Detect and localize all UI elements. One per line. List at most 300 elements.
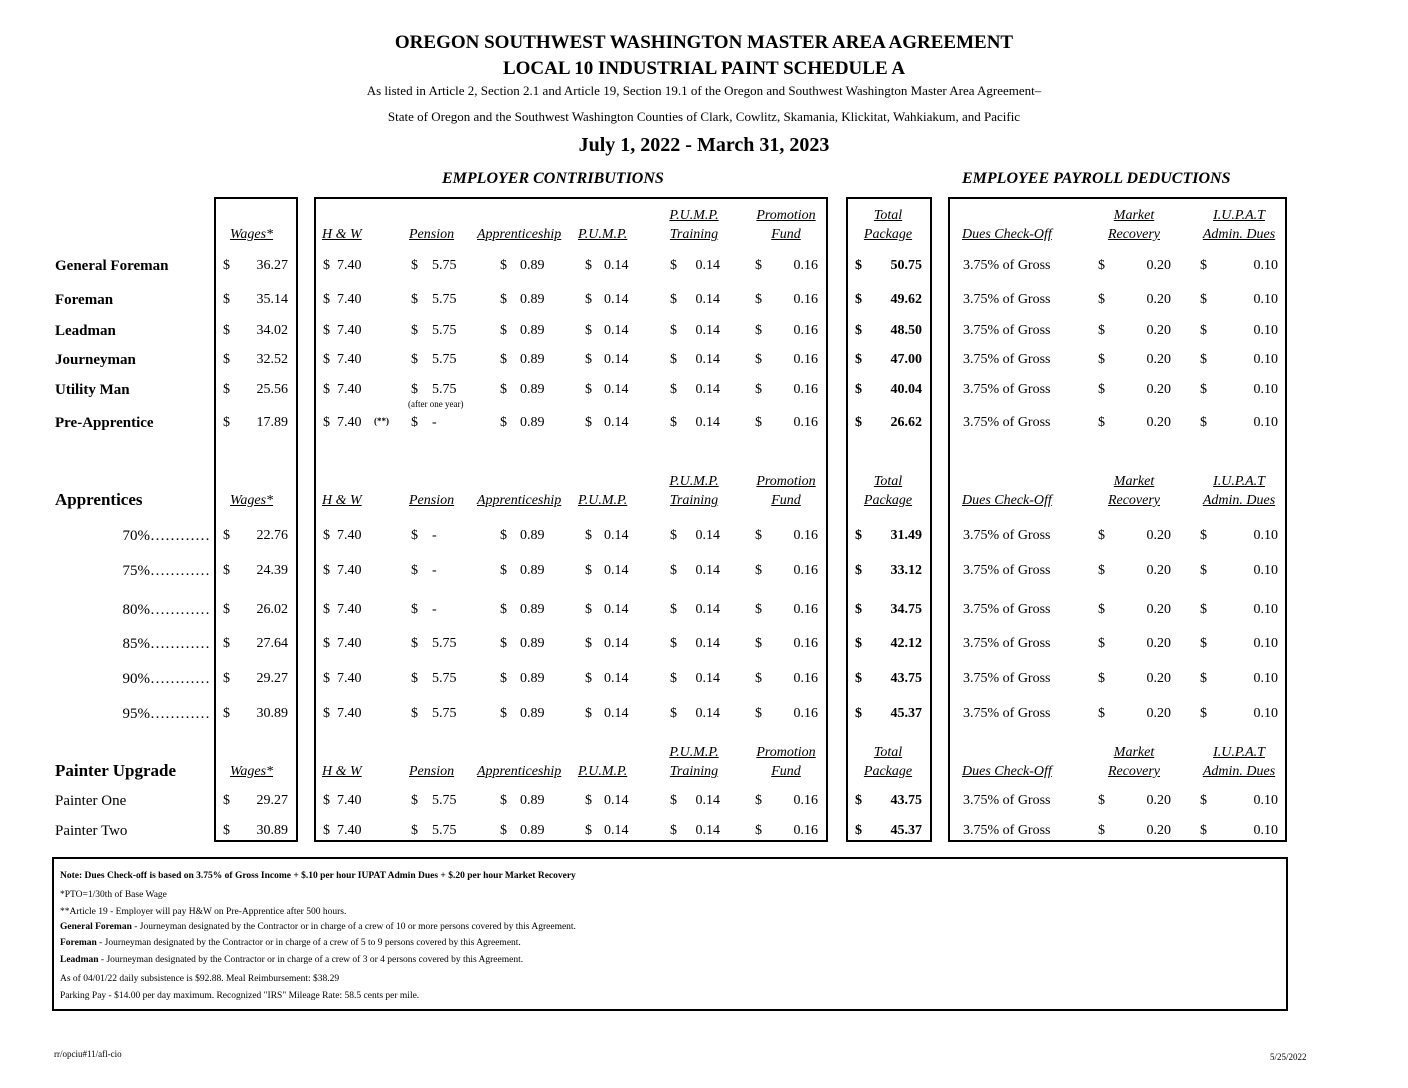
row-label: Foreman: [55, 292, 114, 308]
pension-value: -: [432, 415, 437, 430]
pump-training-dollar: $: [670, 793, 677, 808]
apprentice-level-label: 75%…………: [122, 563, 210, 579]
header-promotion-bottom: Fund: [771, 493, 801, 508]
promotion-dollar: $: [755, 382, 762, 397]
pump-training-value: 0.14: [695, 352, 720, 367]
hw-value: 7.40: [337, 602, 362, 617]
hw-dollar: $: [323, 415, 330, 430]
pump-training-dollar: $: [670, 382, 677, 397]
note-bold-text: Note: Dues Check-off is based on 3.75% of Gross Income + $.10 per hour IUPAT Admin Dues + $.20 per hour Market Recovery: [60, 871, 576, 881]
note-line: [60, 922, 576, 932]
pump-training-value: 0.14: [695, 415, 720, 430]
iupat-value: 0.10: [1253, 602, 1278, 617]
appr-value: 0.89: [520, 382, 545, 397]
iupat-dollar: $: [1200, 352, 1207, 367]
hw-dollar: $: [323, 258, 330, 273]
total-value: 42.12: [890, 636, 922, 651]
promotion-dollar: $: [755, 528, 762, 543]
header-total-bottom: Package: [863, 764, 913, 779]
pension-dollar: $: [411, 793, 418, 808]
header-market-top: Market: [1113, 474, 1155, 489]
appr-value: 0.89: [520, 258, 545, 273]
hw-dollar: $: [323, 528, 330, 543]
hw-value: 7.40: [337, 636, 362, 651]
total-dollar: $: [855, 528, 862, 543]
promotion-dollar: $: [755, 793, 762, 808]
promotion-dollar: $: [755, 323, 762, 338]
market-value: 0.20: [1146, 563, 1171, 578]
pump-value: 0.14: [604, 528, 629, 543]
wage-dollar: $: [223, 636, 230, 651]
total-value: 34.75: [890, 602, 922, 617]
dues-value: 3.75% of Gross: [963, 528, 1051, 543]
market-value: 0.20: [1146, 793, 1171, 808]
market-dollar: $: [1098, 323, 1105, 338]
total-dollar: $: [855, 602, 862, 617]
pension-dollar: $: [411, 382, 418, 397]
hw-value: 7.40: [337, 415, 362, 430]
pension-dollar: $: [411, 563, 418, 578]
note-line: [60, 955, 523, 965]
iupat-value: 0.10: [1253, 823, 1278, 838]
pension-value: 5.75: [432, 793, 457, 808]
appr-dollar: $: [500, 671, 507, 686]
pension-dollar: $: [411, 671, 418, 686]
market-dollar: $: [1098, 793, 1105, 808]
appr-dollar: $: [500, 602, 507, 617]
dues-value: 3.75% of Gross: [963, 258, 1051, 273]
pension-value: 5.75: [432, 636, 457, 651]
wage-dollar: $: [223, 823, 230, 838]
pump-training-value: 0.14: [695, 258, 720, 273]
appr-value: 0.89: [520, 636, 545, 651]
pump-training-value: 0.14: [695, 706, 720, 721]
header-iupat-top: I.U.P.A.T: [1213, 745, 1265, 760]
header-total-bottom: Package: [863, 227, 913, 242]
pension-dollar: $: [411, 706, 418, 721]
pump-value: 0.14: [604, 706, 629, 721]
market-dollar: $: [1098, 706, 1105, 721]
row-label: Leadman: [55, 323, 116, 339]
dues-value: 3.75% of Gross: [963, 671, 1051, 686]
promotion-value: 0.16: [793, 528, 818, 543]
promotion-value: 0.16: [793, 382, 818, 397]
header-pump: P.U.M.P.: [578, 227, 628, 242]
market-value: 0.20: [1146, 292, 1171, 307]
iupat-dollar: $: [1200, 563, 1207, 578]
header-total-top: Total: [873, 745, 903, 760]
pump-training-value: 0.14: [695, 823, 720, 838]
dues-value: 3.75% of Gross: [963, 563, 1051, 578]
pump-dollar: $: [585, 706, 592, 721]
header-hw: H & W: [322, 764, 362, 779]
total-value: 26.62: [890, 415, 922, 430]
appr-value: 0.89: [520, 528, 545, 543]
pump-training-dollar: $: [670, 528, 677, 543]
appr-dollar: $: [500, 415, 507, 430]
note-text: - Journeyman designated by the Contractor or in charge of a crew of 5 to 9 persons covered by this Agreement.: [96, 938, 521, 948]
row-label: General Foreman: [55, 258, 169, 274]
pump-training-dollar: $: [670, 292, 677, 307]
appr-value: 0.89: [520, 323, 545, 338]
note-text: *PTO=1/30th of Base Wage: [60, 890, 167, 900]
pension-value: 5.75: [432, 323, 457, 338]
total-value: 43.75: [890, 793, 922, 808]
pump-dollar: $: [585, 258, 592, 273]
wage-value: 35.14: [256, 292, 288, 307]
promotion-dollar: $: [755, 352, 762, 367]
pump-training-dollar: $: [670, 415, 677, 430]
wage-dollar: $: [223, 415, 230, 430]
pump-training-dollar: $: [670, 636, 677, 651]
pension-value: -: [432, 602, 437, 617]
wage-dollar: $: [223, 563, 230, 578]
iupat-dollar: $: [1200, 793, 1207, 808]
wage-value: 30.89: [256, 823, 288, 838]
market-value: 0.20: [1146, 602, 1171, 617]
market-value: 0.20: [1146, 706, 1171, 721]
dues-value: 3.75% of Gross: [963, 823, 1051, 838]
promotion-value: 0.16: [793, 706, 818, 721]
iupat-value: 0.10: [1253, 793, 1278, 808]
apprentice-level-label: 80%…………: [122, 602, 210, 618]
pump-training-value: 0.14: [695, 528, 720, 543]
market-value: 0.20: [1146, 671, 1171, 686]
pump-training-dollar: $: [670, 706, 677, 721]
wage-dollar: $: [223, 292, 230, 307]
wage-dollar: $: [223, 352, 230, 367]
total-value: 31.49: [890, 528, 922, 543]
employer-contributions-label: EMPLOYER CONTRIBUTIONS: [442, 170, 664, 187]
pump-training-value: 0.14: [695, 382, 720, 397]
pump-training-value: 0.14: [695, 636, 720, 651]
pension-value: 5.75: [432, 292, 457, 307]
hw-value: 7.40: [337, 323, 362, 338]
appr-dollar: $: [500, 323, 507, 338]
promotion-value: 0.16: [793, 352, 818, 367]
pump-dollar: $: [585, 292, 592, 307]
apprentice-level-label: 95%…………: [122, 706, 210, 722]
total-dollar: $: [855, 258, 862, 273]
pump-training-dollar: $: [670, 563, 677, 578]
appr-dollar: $: [500, 823, 507, 838]
appr-dollar: $: [500, 528, 507, 543]
market-dollar: $: [1098, 602, 1105, 617]
dues-value: 3.75% of Gross: [963, 602, 1051, 617]
effective-period: July 1, 2022 - March 31, 2023: [578, 134, 830, 156]
pump-value: 0.14: [604, 823, 629, 838]
apprentice-level-label: 90%…………: [122, 671, 210, 687]
header-dues: Dues Check-Off: [962, 227, 1052, 242]
wage-value: 26.02: [256, 602, 288, 617]
note-bold-text: Foreman: [60, 938, 97, 948]
total-dollar: $: [855, 823, 862, 838]
market-dollar: $: [1098, 823, 1105, 838]
pump-value: 0.14: [604, 602, 629, 617]
appr-value: 0.89: [520, 793, 545, 808]
market-value: 0.20: [1146, 823, 1171, 838]
wage-value: 34.02: [256, 323, 288, 338]
wage-value: 27.64: [256, 636, 288, 651]
header-pump-training-bottom: Training: [669, 493, 719, 508]
total-dollar: $: [855, 292, 862, 307]
appr-dollar: $: [500, 258, 507, 273]
note-line: [60, 907, 346, 917]
total-value: 40.04: [890, 382, 922, 397]
promotion-dollar: $: [755, 292, 762, 307]
pump-training-dollar: $: [670, 671, 677, 686]
pump-training-dollar: $: [670, 602, 677, 617]
pension-after-one-year-note: (after one year): [408, 399, 464, 409]
appr-value: 0.89: [520, 671, 545, 686]
market-dollar: $: [1098, 415, 1105, 430]
pump-dollar: $: [585, 323, 592, 338]
note-line: [60, 871, 576, 881]
header-iupat-top: I.U.P.A.T: [1213, 474, 1265, 489]
pension-value: 5.75: [432, 382, 457, 397]
promotion-dollar: $: [755, 563, 762, 578]
hw-value: 7.40: [337, 258, 362, 273]
iupat-dollar: $: [1200, 671, 1207, 686]
iupat-dollar: $: [1200, 258, 1207, 273]
header-apprenticeship: Apprenticeship: [477, 493, 562, 508]
pump-dollar: $: [585, 563, 592, 578]
total-value: 45.37: [890, 706, 922, 721]
row-label: Journeyman: [55, 352, 136, 368]
pump-dollar: $: [585, 528, 592, 543]
note-line: [60, 938, 521, 948]
wage-dollar: $: [223, 671, 230, 686]
iupat-value: 0.10: [1253, 636, 1278, 651]
header-total-bottom: Package: [863, 493, 913, 508]
note-line: [60, 890, 167, 900]
market-dollar: $: [1098, 258, 1105, 273]
total-dollar: $: [855, 793, 862, 808]
header-pension: Pension: [409, 764, 455, 779]
header-dues: Dues Check-Off: [962, 764, 1052, 779]
iupat-dollar: $: [1200, 528, 1207, 543]
pump-value: 0.14: [604, 636, 629, 651]
dues-value: 3.75% of Gross: [963, 382, 1051, 397]
wage-value: 29.27: [256, 671, 288, 686]
total-value: 45.37: [890, 823, 922, 838]
appr-value: 0.89: [520, 292, 545, 307]
pump-dollar: $: [585, 793, 592, 808]
wage-dollar: $: [223, 706, 230, 721]
market-value: 0.20: [1146, 415, 1171, 430]
wage-value: 36.27: [256, 258, 288, 273]
dues-value: 3.75% of Gross: [963, 292, 1051, 307]
pump-dollar: $: [585, 671, 592, 686]
header-total-top: Total: [873, 208, 903, 223]
appr-dollar: $: [500, 352, 507, 367]
dues-value: 3.75% of Gross: [963, 706, 1051, 721]
appr-dollar: $: [500, 292, 507, 307]
row-label: Painter One: [55, 793, 127, 809]
dues-value: 3.75% of Gross: [963, 636, 1051, 651]
appr-dollar: $: [500, 793, 507, 808]
appr-dollar: $: [500, 706, 507, 721]
iupat-dollar: $: [1200, 636, 1207, 651]
appr-value: 0.89: [520, 563, 545, 578]
header-pension: Pension: [409, 493, 455, 508]
pension-value: -: [432, 563, 437, 578]
appr-dollar: $: [500, 636, 507, 651]
total-dollar: $: [855, 671, 862, 686]
note-text: As of 04/01/22 daily subsistence is $92.88. Meal Reimbursement: $38.29: [60, 974, 340, 984]
promotion-value: 0.16: [793, 602, 818, 617]
total-value: 50.75: [890, 258, 922, 273]
appr-value: 0.89: [520, 602, 545, 617]
header-iupat-top: I.U.P.A.T: [1213, 208, 1265, 223]
wage-value: 30.89: [256, 706, 288, 721]
total-dollar: $: [855, 352, 862, 367]
market-value: 0.20: [1146, 258, 1171, 273]
pump-value: 0.14: [604, 382, 629, 397]
promotion-value: 0.16: [793, 793, 818, 808]
pump-value: 0.14: [604, 793, 629, 808]
pump-training-value: 0.14: [695, 323, 720, 338]
header-wages: Wages*: [230, 227, 274, 242]
hw-dollar: $: [323, 823, 330, 838]
header-market-bottom: Recovery: [1107, 227, 1161, 242]
total-dollar: $: [855, 636, 862, 651]
document-title: OREGON SOUTHWEST WASHINGTON MASTER AREA AGREEMENT: [394, 32, 1014, 53]
hw-dollar: $: [323, 793, 330, 808]
promotion-dollar: $: [755, 636, 762, 651]
market-dollar: $: [1098, 352, 1105, 367]
total-value: 43.75: [890, 671, 922, 686]
pump-dollar: $: [585, 415, 592, 430]
header-apprenticeship: Apprenticeship: [477, 227, 562, 242]
subtitle-line-1: As listed in Article 2, Section 2.1 and Article 19, Section 19.1 of the Oregon and Southwest Washington Master Area Agreement–: [366, 83, 1042, 98]
market-dollar: $: [1098, 528, 1105, 543]
iupat-dollar: $: [1200, 382, 1207, 397]
header-promotion-top: Promotion: [756, 745, 816, 760]
pension-dollar: $: [411, 292, 418, 307]
header-promotion-top: Promotion: [756, 208, 816, 223]
header-pension: Pension: [409, 227, 455, 242]
dues-value: 3.75% of Gross: [963, 323, 1051, 338]
pump-value: 0.14: [604, 563, 629, 578]
header-apprenticeship: Apprenticeship: [477, 764, 562, 779]
pension-dollar: $: [411, 352, 418, 367]
market-value: 0.20: [1146, 528, 1171, 543]
pump-training-value: 0.14: [695, 292, 720, 307]
pump-dollar: $: [585, 636, 592, 651]
pump-value: 0.14: [604, 415, 629, 430]
market-dollar: $: [1098, 563, 1105, 578]
note-bold-text: Leadman: [60, 955, 99, 965]
hw-value: 7.40: [337, 563, 362, 578]
header-pump-training-bottom: Training: [669, 764, 719, 779]
header-dues: Dues Check-Off: [962, 493, 1052, 508]
header-pump: P.U.M.P.: [578, 764, 628, 779]
pension-dollar: $: [411, 415, 418, 430]
hw-value: 7.40: [337, 671, 362, 686]
pension-value: 5.75: [432, 823, 457, 838]
total-dollar: $: [855, 563, 862, 578]
note-line: [60, 991, 419, 1001]
market-value: 0.20: [1146, 382, 1171, 397]
iupat-value: 0.10: [1253, 352, 1278, 367]
promotion-value: 0.16: [793, 292, 818, 307]
pension-dollar: $: [411, 323, 418, 338]
iupat-dollar: $: [1200, 292, 1207, 307]
iupat-value: 0.10: [1253, 382, 1278, 397]
iupat-dollar: $: [1200, 823, 1207, 838]
appr-dollar: $: [500, 563, 507, 578]
appr-value: 0.89: [520, 415, 545, 430]
header-pump-training-top: P.U.M.P.: [669, 474, 719, 489]
row-label: Painter Two: [55, 823, 128, 839]
row-label: Pre-Apprentice: [55, 415, 154, 431]
subtitle-line-2: State of Oregon and the Southwest Washington Counties of Clark, Cowlitz, Skamania, Klickitat, Wahkiakum, and Pacific: [387, 109, 1021, 124]
market-value: 0.20: [1146, 323, 1171, 338]
wage-dollar: $: [223, 793, 230, 808]
wage-value: 22.76: [256, 528, 288, 543]
hw-value: 7.40: [337, 823, 362, 838]
pump-value: 0.14: [604, 671, 629, 686]
promotion-dollar: $: [755, 706, 762, 721]
promotion-dollar: $: [755, 415, 762, 430]
promotion-value: 0.16: [793, 671, 818, 686]
header-iupat-bottom: Admin. Dues: [1202, 227, 1276, 242]
pump-training-value: 0.14: [695, 671, 720, 686]
hw-dollar: $: [323, 636, 330, 651]
wage-value: 32.52: [256, 352, 288, 367]
pump-training-dollar: $: [670, 258, 677, 273]
note-text: - Journeyman designated by the Contractor or in charge of a crew of 10 or more persons covered by this Agreement.: [131, 922, 576, 932]
pump-dollar: $: [585, 602, 592, 617]
dues-value: 3.75% of Gross: [963, 352, 1051, 367]
header-promotion-bottom: Fund: [771, 227, 801, 242]
wage-dollar: $: [223, 323, 230, 338]
total-dollar: $: [855, 706, 862, 721]
hw-dollar: $: [323, 323, 330, 338]
pension-value: 5.75: [432, 352, 457, 367]
market-value: 0.20: [1146, 636, 1171, 651]
header-pump-training-bottom: Training: [669, 227, 719, 242]
promotion-dollar: $: [755, 602, 762, 617]
pension-value: -: [432, 528, 437, 543]
total-value: 49.62: [890, 292, 922, 307]
market-dollar: $: [1098, 292, 1105, 307]
total-value: 48.50: [890, 323, 922, 338]
header-promotion-top: Promotion: [756, 474, 816, 489]
hw-value: 7.40: [337, 292, 362, 307]
promotion-value: 0.16: [793, 323, 818, 338]
wage-value: 17.89: [256, 415, 288, 430]
pre-apprentice-marker: (**): [374, 416, 389, 426]
iupat-value: 0.10: [1253, 258, 1278, 273]
dues-value: 3.75% of Gross: [963, 415, 1051, 430]
iupat-value: 0.10: [1253, 292, 1278, 307]
pension-dollar: $: [411, 602, 418, 617]
iupat-dollar: $: [1200, 323, 1207, 338]
pump-dollar: $: [585, 823, 592, 838]
wage-dollar: $: [223, 258, 230, 273]
total-value: 33.12: [890, 563, 922, 578]
header-hw: H & W: [322, 227, 362, 242]
iupat-dollar: $: [1200, 415, 1207, 430]
wage-value: 29.27: [256, 793, 288, 808]
row-label: Utility Man: [55, 382, 130, 398]
pension-value: 5.75: [432, 671, 457, 686]
pump-training-dollar: $: [670, 323, 677, 338]
header-market-top: Market: [1113, 745, 1155, 760]
pump-dollar: $: [585, 352, 592, 367]
